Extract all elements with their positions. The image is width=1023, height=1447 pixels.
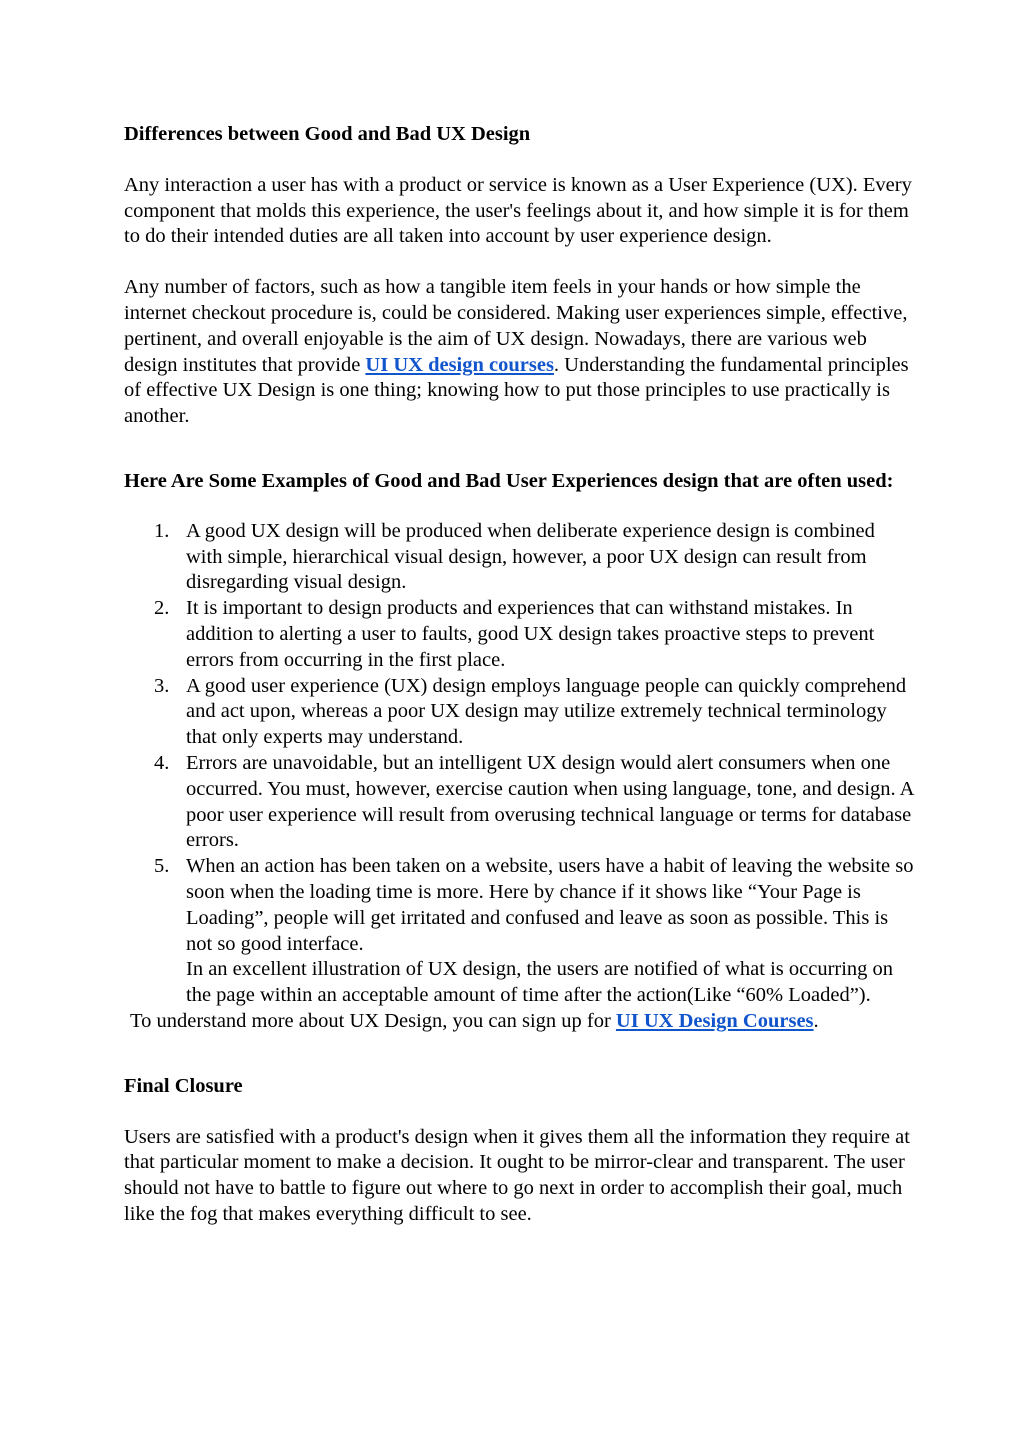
examples-heading: Here Are Some Examples of Good and Bad User Experiences design that are often used: — [124, 469, 894, 492]
final-closure-paragraph: Users are satisfied with a product's design when it gives them all the information they require at that particular moment to make a decision. It ought to be mirror-clear and transparent. The user should not have to battle to figure out where to go next in order to accomplish their goal, much like the fog that makes everything difficult to see. — [124, 1125, 910, 1225]
ui-ux-design-courses-link[interactable]: UI UX design courses — [365, 353, 554, 376]
list-item — [124, 596, 914, 673]
intro-paragraph-1: Any interaction a user has with a product or service is known as a User Experience (UX). Every component that molds this experience, the user's feelings about it, and how simple it is for them to do their intended duties are all taken into account by user experience design. — [124, 173, 912, 248]
courses-note-period: . — [813, 1009, 819, 1032]
intro-paragraph-2-text-b: . Understanding the fundamental principles of effective UX Design is one thing; knowing how to put those principles to use practically is another. — [124, 353, 909, 428]
list-item-number: 2. — [154, 597, 170, 620]
document-title: Differences between Good and Bad UX Design — [124, 123, 531, 145]
list-item-text: When an action has been taken on a website, users have a habit of leaving the website so soon when the loading time is more. Here by chance if it shows like “Your Page is Loading”, people will get irritated and confused and leave as soon as possible. This is not so good interface. — [186, 855, 914, 955]
list-item — [124, 751, 914, 854]
list-item — [124, 854, 914, 1009]
intro-paragraph-2 — [124, 275, 914, 430]
ui-ux-design-courses-link-2[interactable]: UI UX Design Courses — [615, 1009, 814, 1032]
list-item-text: A good user experience (UX) design employs language people can quickly comprehend and act upon, whereas a poor UX design may utilize extremely technical terminology that only experts may understand. — [186, 674, 907, 749]
list-item — [124, 519, 914, 596]
list-item-text: Errors are unavoidable, but an intelligent UX design would alert consumers when one occurred. You must, however, exercise caution when using language, tone, and design. A poor user experience will result from overusing technical language or terms for database errors. — [186, 751, 914, 852]
document-page — [124, 122, 914, 1228]
list-item-number: 4. — [154, 751, 170, 774]
list-item-text: A good UX design will be produced when deliberate experience design is combined with simple, hierarchical visual design, however, a poor UX design can result from disregarding visual design. — [186, 519, 875, 594]
list-item-number: 1. — [154, 519, 170, 542]
list-item-text-continued: In an excellent illustration of UX design, the users are notified of what is occurring on the page within an acceptable amount of time after the action(Like “60% Loaded”). — [186, 958, 894, 1007]
final-closure-heading: Final Closure — [124, 1074, 243, 1097]
examples-list — [124, 519, 914, 1009]
intro-paragraph-2-text-a: Any number of factors, such as how a tangible item feels in your hands or how simple the internet checkout procedure is, could be considered. Making user experiences simple, effective, pertinent, and overall enjoyable is the aim of UX design. Nowadays, there are various web design institutes that provide — [124, 276, 908, 376]
courses-note-text: To understand more about UX Design, you can sign up for — [130, 1009, 616, 1032]
list-item-text: It is important to design products and experiences that can withstand mistakes. In addition to alerting a user to faults, good UX design takes proactive steps to prevent errors from occurring in the first place. — [186, 597, 875, 671]
list-item-number: 5. — [154, 855, 170, 878]
courses-note — [130, 1009, 914, 1035]
list-item — [124, 674, 914, 751]
list-item-number: 3. — [154, 674, 170, 697]
